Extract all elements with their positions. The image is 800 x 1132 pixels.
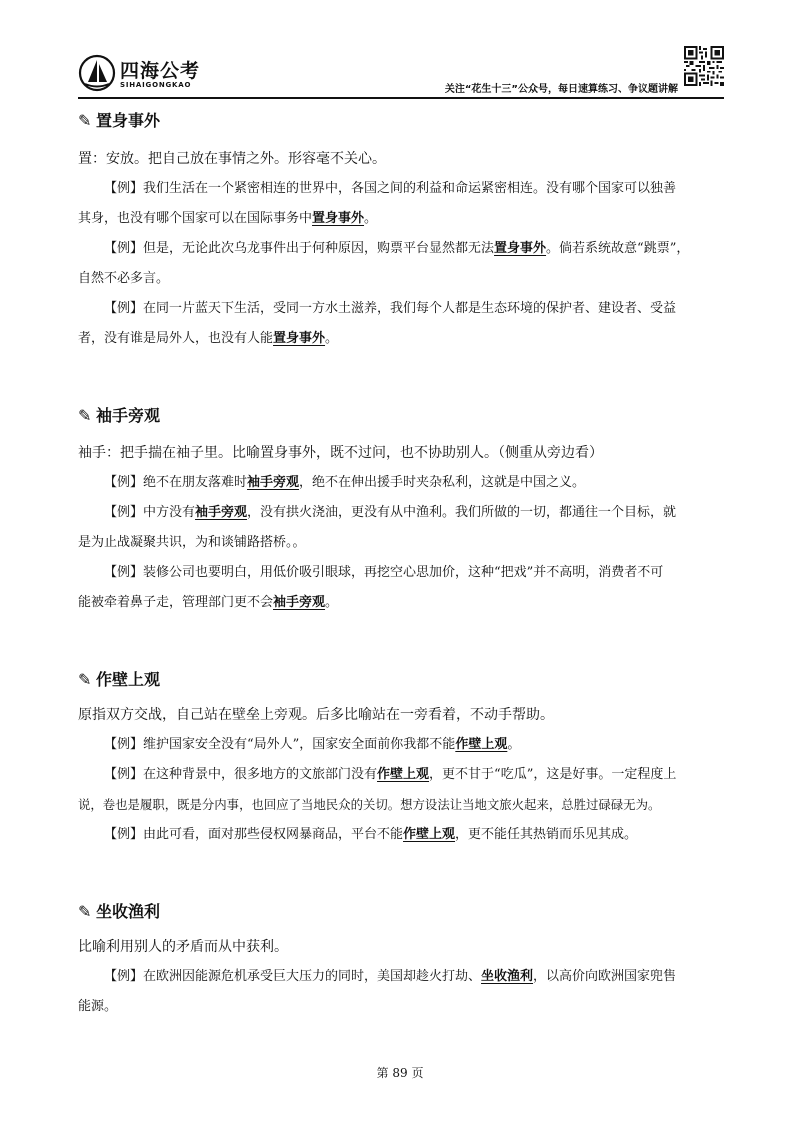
idiom-section <box>78 401 724 618</box>
example-block <box>78 174 724 234</box>
example-block <box>78 234 724 294</box>
pencil-icon: ✎ <box>78 902 92 921</box>
sailboat-logo-icon <box>78 54 116 92</box>
idiom-title: ✎ 作壁上观 <box>78 665 724 695</box>
page-header <box>78 40 724 96</box>
idiom-section <box>78 106 724 354</box>
header-tagline: 关注“花生十三”公众号，每日速算练习、争议题讲解 <box>444 84 678 95</box>
example-line: 是为止战凝聚共识，为和谈铺路搭桥。。 <box>78 535 306 550</box>
example-block <box>78 820 724 850</box>
logo-text-en: SIHAIGONGKAO <box>120 81 192 89</box>
example-line: 【例】我们生活在一个紧密相连的世界中，各国之间的利益和命运紧密相连。没有哪个国家可以独善 <box>104 181 677 196</box>
example-block <box>78 760 724 820</box>
idiom-title: ✎ 置身事外 <box>78 106 724 136</box>
example-line: 其身，也没有哪个国家可以在国际事务中置身事外。 <box>78 211 378 226</box>
example-block <box>78 962 724 1022</box>
example-block <box>78 468 724 498</box>
brand-logo <box>78 54 228 94</box>
example-line: 【例】由此可看，面对那些侵权网暴商品，平台不能作壁上观，更不能任其热销而乐见其成。 <box>104 827 638 842</box>
example-line: 能被牵着鼻子走，管理部门更不会袖手旁观。 <box>78 595 339 610</box>
pencil-icon: ✎ <box>78 111 92 130</box>
example-line: 【例】在这种背景中，很多地方的文旅部门没有作壁上观，更不甘于“吃瓜”，这是好事。一定程度上 <box>104 767 677 782</box>
page-content <box>78 106 724 1022</box>
idiom-title: ✎ 袖手旁观 <box>78 401 724 431</box>
example-line: 【例】在同一片蓝天下生活，受同一方水土滋养，我们每个人都是生态环境的保护者、建设者、受益 <box>104 301 677 316</box>
logo-text-cn: 四海公考 <box>120 60 201 82</box>
example-line: 【例】维护国家安全没有“局外人”，国家安全面前你我都不能作壁上观。 <box>104 737 521 752</box>
example-line: 【例】在欧洲因能源危机承受巨大压力的同时，美国却趁火打劫、坐收渔利，以高价向欧洲国家兜售 <box>104 969 677 984</box>
example-block <box>78 558 724 618</box>
idiom-section <box>78 665 724 850</box>
idiom-definition: 比喻利用别人的矛盾而从中获利。 <box>78 939 288 955</box>
example-line: 【例】绝不在朋友落难时袖手旁观，绝不在伸出援手时夹杂私利，这就是中国之义。 <box>104 475 586 490</box>
pencil-icon: ✎ <box>78 406 92 425</box>
pencil-icon: ✎ <box>78 670 92 689</box>
example-line: 者，没有谁是局外人，也没有人能置身事外。 <box>78 331 339 346</box>
idiom-definition: 袖手：把手揣在袖子里。比喻置身事外，既不过问，也不协助别人。（侧重从旁边看） <box>78 445 603 461</box>
idiom-section <box>78 897 724 1022</box>
qr-code-icon <box>684 46 724 86</box>
idiom-definition: 原指双方交战，自己站在壁垒上旁观。后多比喻站在一旁看着，不动手帮助。 <box>78 707 554 723</box>
example-block <box>78 730 724 760</box>
example-line: 【例】装修公司也要明白，用低价吸引眼球，再挖空心思加价，这种“把戏”并不高明，消费者不可 <box>104 565 664 580</box>
header-divider <box>78 97 724 99</box>
example-line: 【例】但是，无论此次乌龙事件出于何种原因，购票平台显然都无法置身事外。倘若系统故意“跳票”， <box>104 241 690 256</box>
example-block <box>78 294 724 354</box>
page-number: 第 89 页 <box>376 1066 424 1080</box>
example-line: 【例】中方没有袖手旁观，没有拱火浇油，更没有从中渔利。我们所做的一切，都通往一个目标，就 <box>104 505 677 520</box>
example-block <box>78 498 724 558</box>
idiom-title: ✎ 坐收渔利 <box>78 897 724 927</box>
example-line: 能源。 <box>78 999 118 1014</box>
example-line: 说，卷也是履职，既是分内事，也回应了当地民众的关切。想方设法让当地文旅火起来，总胜过碌碌无为。 <box>78 797 661 812</box>
example-line: 自然不必多言。 <box>78 271 170 286</box>
idiom-definition: 置：安放。把自己放在事情之外。形容毫不关心。 <box>78 151 386 167</box>
